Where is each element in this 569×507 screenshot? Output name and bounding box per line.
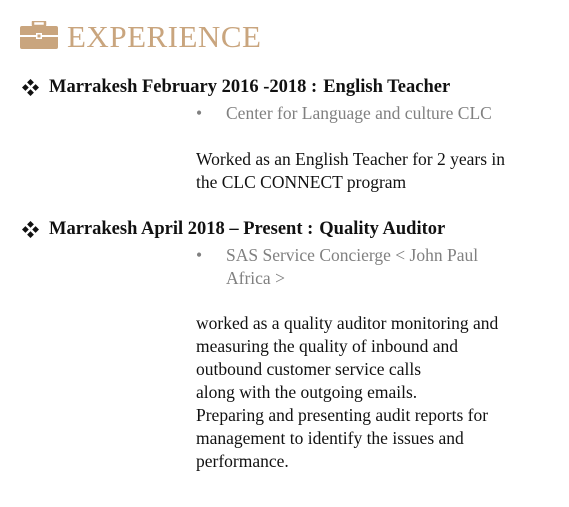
employer-name: Center for Language and culture CLC	[226, 103, 492, 123]
diamond-bullet-icon	[22, 221, 39, 238]
diamond-bullet-icon	[22, 79, 39, 96]
entry-description: Worked as an English Teacher for 2 years in the CLC CONNECT program	[196, 149, 506, 192]
section-title: EXPERIENCE	[67, 19, 262, 54]
employer-name: SAS Service Concierge < John Paul Africa >	[226, 245, 479, 288]
entry-location-date: Marrakesh February 2016 -2018 :	[49, 77, 318, 97]
entry-employer	[196, 244, 536, 290]
entry-role: Quality Auditor	[319, 219, 446, 239]
section-header	[20, 18, 261, 52]
entry-location-date: Marrakesh April 2018 – Present :	[49, 219, 314, 239]
entry-employer	[196, 102, 536, 125]
bullet-dot: •	[196, 245, 203, 265]
briefcase-icon	[20, 21, 58, 49]
entry-role: English Teacher	[323, 77, 451, 97]
entry-heading	[22, 219, 445, 240]
entry-heading	[22, 77, 450, 98]
bullet-dot: •	[196, 103, 203, 123]
entry-description: worked as a quality auditor monitoring and measuring the quality of inbound and outbound customer service calls along with the outgoing emails. Preparing and presenting audit reports for management to identify the issues and performance.	[196, 313, 499, 471]
